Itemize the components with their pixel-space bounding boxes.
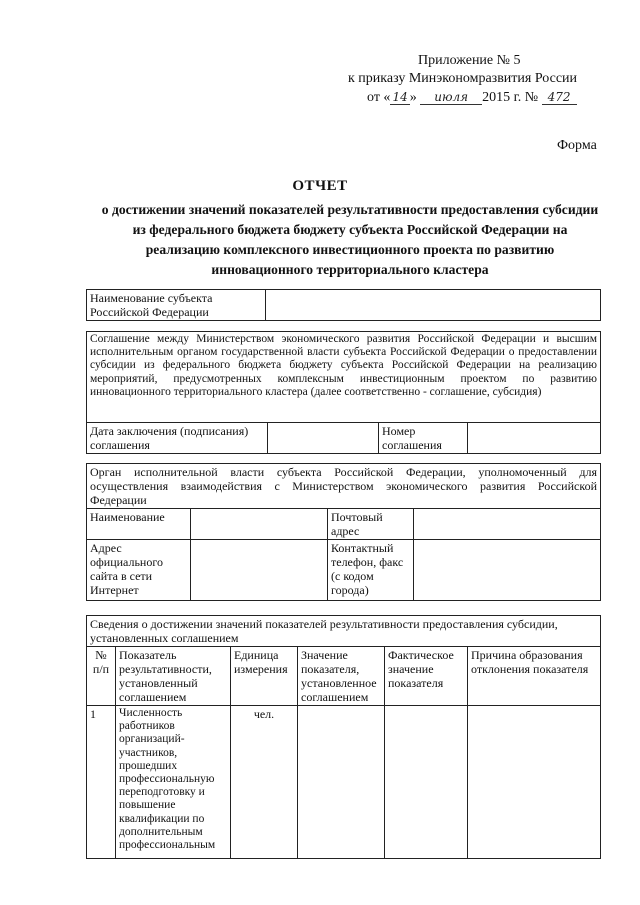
row-planned-field[interactable] xyxy=(298,706,385,859)
agreement-table xyxy=(86,331,601,454)
col-header-planned: Значение показателя, установленное соглашением xyxy=(298,647,385,706)
indicators-header-row xyxy=(87,647,601,706)
col-header-unit: Единица измерения xyxy=(231,647,298,706)
order-number: 472 xyxy=(542,90,577,105)
form-label: Форма xyxy=(557,138,597,153)
row-unit: чел. xyxy=(231,706,298,859)
appendix-label: Приложение № 5 xyxy=(418,53,521,68)
date-month: июля xyxy=(420,90,482,105)
postal-address-field[interactable] xyxy=(414,509,601,540)
website-label: Адрес официального сайта в сети Интернет xyxy=(87,540,191,601)
authority-name-label: Наименование xyxy=(87,509,191,540)
authority-name-field[interactable] xyxy=(191,509,328,540)
phone-field[interactable] xyxy=(414,540,601,601)
row-actual-field[interactable] xyxy=(385,706,468,859)
col-header-actual: Фактическое значение показателя xyxy=(385,647,468,706)
order-line: к приказу Минэкономразвития России xyxy=(348,71,578,86)
report-title: ОТЧЕТ xyxy=(292,178,348,194)
date-mid: » xyxy=(409,90,417,105)
agreement-date-label: Дата заключения (подписания) соглашения xyxy=(87,423,268,454)
date-year: 2015 г. № xyxy=(482,90,539,105)
date-day: 14 xyxy=(392,90,408,104)
date-prefix: от « xyxy=(367,90,391,105)
row-reason-field[interactable] xyxy=(468,706,601,859)
agreement-number-field[interactable] xyxy=(468,423,601,454)
phone-label: Контактный телефон, факс (с кодом города) xyxy=(328,540,414,601)
authority-table xyxy=(86,463,601,601)
indicators-table xyxy=(86,615,601,859)
website-field[interactable] xyxy=(191,540,328,601)
col-header-number: № п/п xyxy=(87,647,116,706)
authority-text: Орган исполнительной власти субъекта Российской Федерации, уполномоченный для осуществления взаимодействия с Министерством экономического развития Российской Федерации xyxy=(87,464,601,509)
agreement-number-label: Номер соглашения xyxy=(379,423,468,454)
order-date-line xyxy=(367,88,577,107)
row-indicator: Численность работников организаций-участников, прошедших профессиональную переподготовку и повышение квалификации по дополнительным профессиональным xyxy=(116,706,231,859)
indicators-title: Сведения о достижении значений показателей результативности предоставления субсидии, установленных соглашением xyxy=(87,616,601,647)
subject-label: Наименование субъекта Российской Федерации xyxy=(87,290,266,321)
col-header-indicator: Показатель результативности, установленный соглашением xyxy=(116,647,231,706)
col-header-reason: Причина образования отклонения показателя xyxy=(468,647,601,706)
agreement-text: Соглашение между Министерством экономического развития Российской Федерации и высшим исполнительным органом государственной власти субъекта Российской Федерации о предоставлении субсидии из федерального бюджета бюджету субъекта Российской Федерации на реализацию мероприятий, предусмотренных комплексным инвестиционным проектом по развитию инновационного территориального кластера (далее соответственно - соглашение, субсидия) xyxy=(87,332,601,423)
agreement-date-field[interactable] xyxy=(268,423,379,454)
row-number: 1 xyxy=(87,706,116,859)
postal-address-label: Почтовый адрес xyxy=(328,509,414,540)
report-subtitle: о достижении значений показателей результативности предоставления субсидии из федерального бюджета бюджету субъекта Российской Федерации на реализацию комплексного инвестиционного проекта по развитию инновационного территориального кластера xyxy=(101,202,599,277)
subject-value-field[interactable] xyxy=(266,290,601,321)
subject-table xyxy=(86,289,601,321)
table-row xyxy=(87,706,601,859)
